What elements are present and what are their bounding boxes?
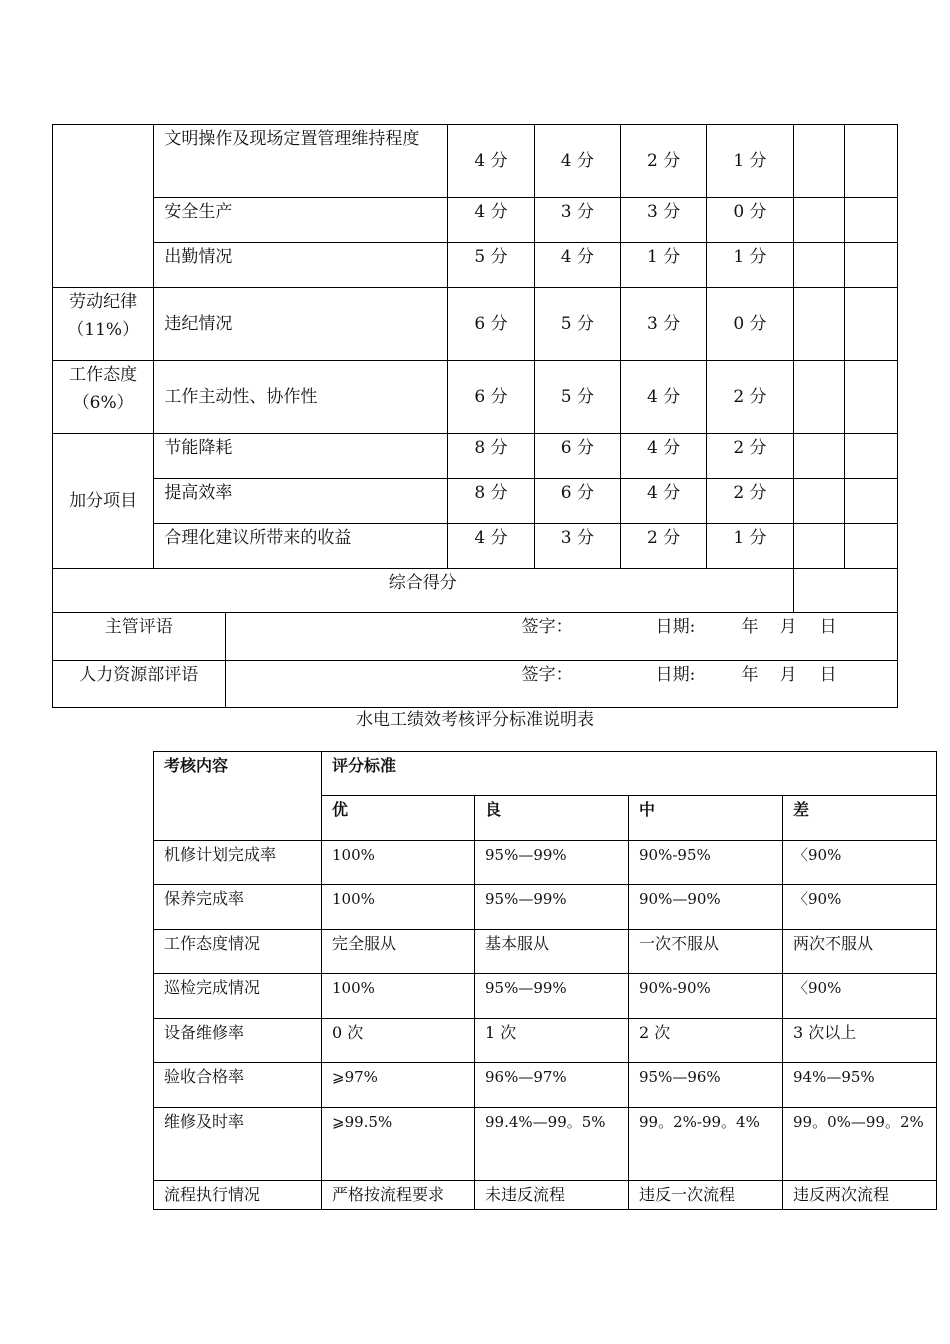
blank-cell	[844, 288, 897, 361]
table-row	[53, 613, 898, 661]
day-label: 日	[819, 665, 837, 685]
criterion-name: 设备维修率	[154, 1019, 322, 1063]
table-row	[154, 1181, 937, 1210]
blank-cell	[793, 125, 844, 198]
criterion-value: 3 次以上	[783, 1019, 937, 1063]
supervisor-comment-field	[225, 613, 897, 661]
criterion-value: ⩾97%	[322, 1063, 475, 1108]
category-name: 劳动纪律	[69, 292, 138, 312]
score-cell: 0 分	[707, 288, 793, 361]
blank-cell	[793, 361, 844, 434]
table-row	[154, 930, 937, 974]
score-cell: 5 分	[534, 288, 620, 361]
criterion-value: 90%-90%	[629, 974, 783, 1019]
criterion-value: 未违反流程	[475, 1181, 629, 1210]
table-row	[53, 479, 898, 524]
grade-header: 优	[322, 796, 475, 841]
hr-comment-field	[225, 661, 897, 708]
item-cell: 违纪情况	[154, 288, 448, 361]
category-weight: （11%）	[67, 320, 140, 340]
blank-cell	[844, 479, 897, 524]
table-row	[154, 974, 937, 1019]
table-row	[154, 1019, 937, 1063]
score-cell: 5 分	[448, 243, 534, 288]
criterion-value: 违反两次流程	[783, 1181, 937, 1210]
scoring-table	[52, 124, 898, 708]
criterion-value: 99.4%—99。5%	[475, 1108, 629, 1181]
total-score-label: 综合得分	[53, 569, 794, 613]
score-cell: 6 分	[448, 288, 534, 361]
table-row	[53, 524, 898, 569]
blank-cell	[844, 524, 897, 569]
year-label: 年	[741, 665, 759, 685]
sign-label: 签字：	[521, 617, 573, 637]
score-cell: 4 分	[620, 361, 706, 434]
month-label: 月	[779, 665, 797, 685]
blank-cell	[793, 198, 844, 243]
category-weight: （6%）	[72, 393, 134, 413]
score-cell: 8 分	[448, 434, 534, 479]
criterion-value: 99。0%—99。2%	[783, 1108, 937, 1181]
score-cell: 1 分	[707, 243, 793, 288]
criterion-value: 99。2%-99。4%	[629, 1108, 783, 1181]
sign-label: 签字：	[521, 665, 573, 685]
table-row	[53, 288, 898, 361]
criterion-value: 95%—96%	[629, 1063, 783, 1108]
score-cell: 0 分	[707, 198, 793, 243]
score-cell: 1 分	[707, 524, 793, 569]
criteria-table	[153, 751, 937, 1210]
table-header-row	[154, 752, 937, 796]
blank-cell	[844, 125, 897, 198]
criterion-value: 90%-95%	[629, 841, 783, 885]
criterion-value: 违反一次流程	[629, 1181, 783, 1210]
criterion-value: 0 次	[322, 1019, 475, 1063]
criterion-value: 96%—97%	[475, 1063, 629, 1108]
criterion-name: 保养完成率	[154, 885, 322, 930]
hr-comment-label: 人力资源部评语	[53, 661, 226, 708]
score-cell: 4 分	[534, 243, 620, 288]
score-cell: 6 分	[448, 361, 534, 434]
item-cell: 提高效率	[154, 479, 448, 524]
blank-cell	[793, 288, 844, 361]
criterion-value: ⩾99.5%	[322, 1108, 475, 1181]
score-cell: 4 分	[620, 434, 706, 479]
score-cell: 4 分	[448, 524, 534, 569]
score-cell: 1 分	[620, 243, 706, 288]
score-cell: 3 分	[534, 198, 620, 243]
item-cell: 工作主动性、协作性	[154, 361, 448, 434]
blank-cell	[844, 243, 897, 288]
table-row	[53, 569, 898, 613]
criterion-value: 95%—99%	[475, 885, 629, 930]
item-cell: 合理化建议所带来的收益	[154, 524, 448, 569]
score-cell: 2 分	[707, 361, 793, 434]
criterion-value: 完全服从	[322, 930, 475, 974]
criterion-value: 95%—99%	[475, 841, 629, 885]
score-cell: 1 分	[707, 125, 793, 198]
blank-cell	[793, 479, 844, 524]
table-row	[53, 198, 898, 243]
blank-cell	[844, 434, 897, 479]
criterion-value: 〈90%	[783, 885, 937, 930]
year-label: 年	[741, 617, 759, 637]
item-cell: 出勤情况	[154, 243, 448, 288]
category-cell: 加分项目	[53, 434, 154, 569]
criterion-value: 2 次	[629, 1019, 783, 1063]
criterion-value: 95%—99%	[475, 974, 629, 1019]
score-cell: 2 分	[620, 524, 706, 569]
header-content: 考核内容	[154, 752, 322, 841]
score-cell: 6 分	[534, 434, 620, 479]
criterion-name: 机修计划完成率	[154, 841, 322, 885]
category-cell	[53, 288, 154, 361]
criterion-value: 两次不服从	[783, 930, 937, 974]
table-caption: 水电工绩效考核评分标准说明表	[356, 710, 594, 730]
table-row	[154, 1108, 937, 1181]
score-cell: 4 分	[448, 125, 534, 198]
criterion-value: 100%	[322, 885, 475, 930]
category-name: 工作态度	[69, 365, 138, 385]
criterion-value: 〈90%	[783, 841, 937, 885]
table-row	[53, 125, 898, 198]
supervisor-comment-label: 主管评语	[53, 613, 226, 661]
date-label: 日期:	[655, 617, 696, 637]
criterion-name: 维修及时率	[154, 1108, 322, 1181]
day-label: 日	[819, 617, 837, 637]
blank-cell	[844, 198, 897, 243]
table-row	[53, 361, 898, 434]
table-row	[53, 661, 898, 708]
blank-cell	[793, 434, 844, 479]
criterion-name: 验收合格率	[154, 1063, 322, 1108]
criterion-value: 94%—95%	[783, 1063, 937, 1108]
score-cell: 6 分	[534, 479, 620, 524]
criterion-value: 100%	[322, 841, 475, 885]
table-row	[154, 841, 937, 885]
blank-cell	[793, 243, 844, 288]
criterion-value: 1 次	[475, 1019, 629, 1063]
category-cell-empty	[53, 125, 154, 288]
score-cell: 2 分	[620, 125, 706, 198]
score-cell: 3 分	[534, 524, 620, 569]
criterion-value: 严格按流程要求	[322, 1181, 475, 1210]
item-cell: 节能降耗	[154, 434, 448, 479]
score-cell: 5 分	[534, 361, 620, 434]
criterion-name: 巡检完成情况	[154, 974, 322, 1019]
category-cell	[53, 361, 154, 434]
score-cell: 2 分	[707, 434, 793, 479]
blank-cell	[844, 361, 897, 434]
grade-header: 差	[783, 796, 937, 841]
table-row	[154, 885, 937, 930]
criterion-value: 基本服从	[475, 930, 629, 974]
table-row	[53, 434, 898, 479]
criterion-value: 〈90%	[783, 974, 937, 1019]
criterion-name: 流程执行情况	[154, 1181, 322, 1210]
criterion-name: 工作态度情况	[154, 930, 322, 974]
item-cell: 文明操作及现场定置管理维持程度	[154, 125, 448, 198]
score-cell: 4 分	[534, 125, 620, 198]
criterion-value: 90%—90%	[629, 885, 783, 930]
table-row	[53, 243, 898, 288]
header-standard: 评分标准	[322, 752, 937, 796]
item-cell: 安全生产	[154, 198, 448, 243]
score-cell: 4 分	[620, 479, 706, 524]
grade-header: 中	[629, 796, 783, 841]
table-row	[154, 1063, 937, 1108]
score-cell: 4 分	[448, 198, 534, 243]
grade-header: 良	[475, 796, 629, 841]
criterion-value: 一次不服从	[629, 930, 783, 974]
score-cell: 2 分	[707, 479, 793, 524]
score-cell: 3 分	[620, 198, 706, 243]
blank-cell	[793, 524, 844, 569]
score-cell: 3 分	[620, 288, 706, 361]
date-label: 日期:	[655, 665, 696, 685]
month-label: 月	[779, 617, 797, 637]
total-score-value	[793, 569, 897, 613]
criterion-value: 100%	[322, 974, 475, 1019]
score-cell: 8 分	[448, 479, 534, 524]
